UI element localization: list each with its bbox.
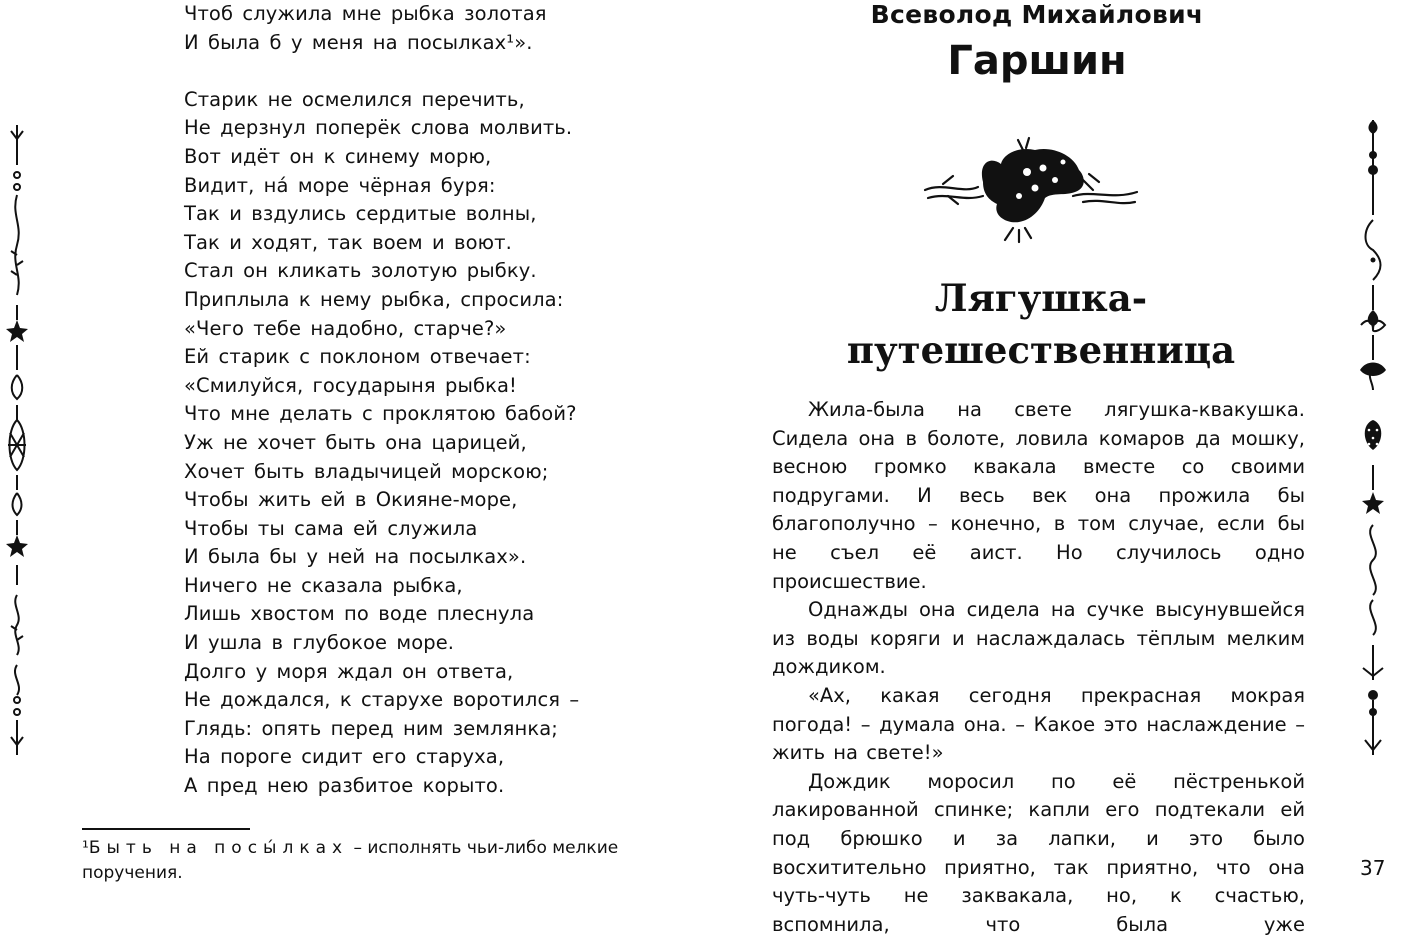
poem-line: Так и вздулись сердитые волны, <box>184 202 537 226</box>
poem-line: Уж не хочет быть она царицей, <box>184 430 527 454</box>
poem-line: Стал он кликать золотую рыбку. <box>184 259 537 283</box>
story-paragraph: Дождик моросил по её пёстренькой лакированной спинке; капли его подтекали ей под брюшко и за лапки, и это было восхитительно приятно, так приятно, что она чуть-чуть не заквакала, но, к счастью, вспомнила, что была уже <box>772 769 1305 936</box>
poem-line: Хочет быть владычицей морскою; <box>184 459 549 483</box>
story-text <box>772 396 1305 939</box>
poem-line: Не дождался, к старухе воротился – <box>184 688 580 712</box>
floral-border-ornament-right <box>1358 120 1388 755</box>
poem-line: Приплыла к нему рыбка, спросила: <box>184 287 564 311</box>
poem-line: Старик не осмелился перечить, <box>184 87 525 111</box>
poem-line: Видит, на́ море чёрная буря: <box>184 173 496 197</box>
poem-line: И ушла в глубокое море. <box>184 631 455 655</box>
story-title-line: Лягушка- <box>934 276 1148 320</box>
footnote-divider <box>82 828 250 830</box>
poem-line: Глядь: опять перед ним землянка; <box>184 716 558 740</box>
author-first-names: Всеволод Михайлович <box>870 0 1204 29</box>
poem-line <box>184 29 579 58</box>
poem-line: Чтобы ты сама ей служила <box>184 516 478 540</box>
right-page <box>701 0 1402 936</box>
poem-text <box>184 0 579 801</box>
poem-line: И была бы у ней на посылках». <box>184 545 527 569</box>
stanza-gap <box>184 57 579 86</box>
poem-line: Не дерзнул поперёк слова молвить. <box>184 116 573 140</box>
left-page <box>0 0 701 888</box>
story-title <box>701 272 1381 376</box>
poem-line: Долго у моря ждал он ответа, <box>184 659 514 683</box>
page-number: 37 <box>1360 856 1386 880</box>
poem-line: Ничего не сказала рыбка, <box>184 573 463 597</box>
poem-line: Лишь хвостом по воде плеснула <box>184 602 535 626</box>
floral-border-ornament-left <box>6 125 28 755</box>
poem-line-text: И была б у меня на посылках¹». <box>184 30 533 54</box>
frog-illustration <box>923 132 1139 244</box>
story-paragraph: «Ах, какая сегодня прекрасная мокрая погода! – думала она. – Какое это наслаждение – жить на свете!» <box>772 683 1305 765</box>
poem-line: Чтобы жить ей в Окияне-море, <box>184 488 518 512</box>
author-surname: Гаршин <box>947 38 1127 84</box>
poem-line: Чтоб служила мне рыбка золотая <box>184 2 547 25</box>
poem-line: Так и ходят, так воем и воют. <box>184 230 512 254</box>
story-title-line: путешественница <box>846 328 1236 372</box>
poem-line: «Смилуйся, государыня рыбка! <box>184 373 517 397</box>
poem-line: «Чего тебе надобно, старче?» <box>184 316 507 340</box>
footnote-marker: ¹ <box>82 838 89 858</box>
poem-line: На пороге сидит его старуха, <box>184 745 505 769</box>
footnote-term: Быть на посы́лках <box>88 838 349 858</box>
poem-line: Ей старик с поклоном отвечает: <box>184 345 531 369</box>
footnote-definition: – исполнять чьи-либо мелкие поручения. <box>82 838 619 883</box>
poem-line: Что мне делать с проклятою бабой? <box>184 402 577 426</box>
poem-line: А пред нею разбитое корыто. <box>184 774 505 798</box>
poem-line: Вот идёт он к синему морю, <box>184 144 492 168</box>
story-paragraph: Однажды она сидела на сучке высунувшейся из воды коряги и наслаждалась тёплым мелким дождиком. <box>772 598 1305 679</box>
footnote <box>82 836 642 886</box>
story-paragraph: Жила-была на свете лягушка-квакушка. Сидела она в болоте, ловила комаров да мошку, весною громко квакала вместе со своими подругами. И весь век она прожила бы благополучно – конечно, в том случае, если бы не съел её аист. Но случилось одно происшествие. <box>772 398 1305 593</box>
